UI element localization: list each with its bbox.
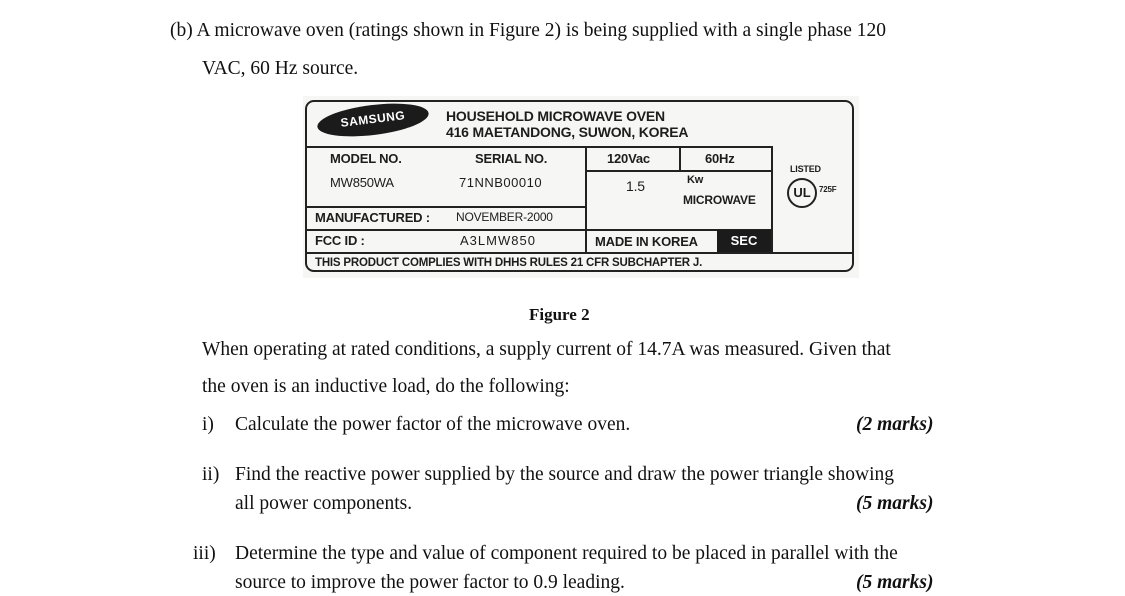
item-number: ii) [202,464,220,485]
power-label: MICROWAVE [683,193,756,207]
plate-title-line1: HOUSEHOLD MICROWAVE OVEN [446,108,665,124]
plate-grid-line [585,170,773,172]
manufactured-label: MANUFACTURED : [315,210,430,225]
model-value: MW850WA [330,175,394,190]
ul-listing-icon [787,178,817,208]
sec-badge [717,230,771,252]
plate-grid-line [679,146,681,170]
item-marks: (5 marks) [856,572,934,593]
item-marks: (5 marks) [856,493,934,514]
plate-grid-line [307,229,773,231]
ul-code: 725F [819,185,837,194]
fcc-label: FCC ID : [315,233,365,248]
serial-value: 71NNB00010 [459,175,543,190]
plate-grid-line [771,146,773,252]
listed-label: LISTED [790,164,821,174]
item-text: Determine the type and value of component required to be placed in parallel with the [235,543,898,564]
item-text: source to improve the power factor to 0.9 leading. [235,572,625,593]
frequency-rating: 60Hz [705,151,735,166]
question-part-b-line2: VAC, 60 Hz source. [202,58,359,79]
ul-mark-text: UL [793,185,811,200]
sec-badge-text: SEC [730,233,758,248]
fcc-value: A3LMW850 [460,233,536,248]
instructions-line1: When operating at rated conditions, a supply current of 14.7A was measured. Given that [202,339,891,360]
serial-label: SERIAL NO. [475,151,548,166]
brand-logo-text: SAMSUNG [339,108,406,130]
plate-grid-line [585,146,587,252]
power-unit: Kw [687,174,704,186]
voltage-rating: 120Vac [607,151,650,166]
figure-caption: Figure 2 [529,305,590,324]
item-text: all power components. [235,493,413,514]
manufactured-value: NOVEMBER-2000 [456,210,553,224]
question-part-b-line1: (b) A microwave oven (ratings shown in Figure 2) is being supplied with a single phase 120 [170,20,886,41]
model-label: MODEL NO. [330,151,402,166]
compliance-text: THIS PRODUCT COMPLIES WITH DHHS RULES 21 CFR SUBCHAPTER J. [315,257,703,269]
instructions-line2: the oven is an inductive load, do the following: [202,376,570,397]
made-in-label: MADE IN KOREA [595,234,698,249]
item-number: i) [202,414,214,435]
plate-grid-line [307,146,773,148]
power-value: 1.5 [626,178,645,194]
item-text: Calculate the power factor of the microwave oven. [235,414,631,435]
plate-grid-line [307,252,852,254]
rating-plate-image [303,96,859,278]
plate-title-line2: 416 MAETANDONG, SUWON, KOREA [446,124,689,140]
plate-grid-line [307,206,585,208]
item-text: Find the reactive power supplied by the source and draw the power triangle showing [235,464,895,485]
item-marks: (2 marks) [856,414,934,435]
item-number: iii) [193,543,216,564]
